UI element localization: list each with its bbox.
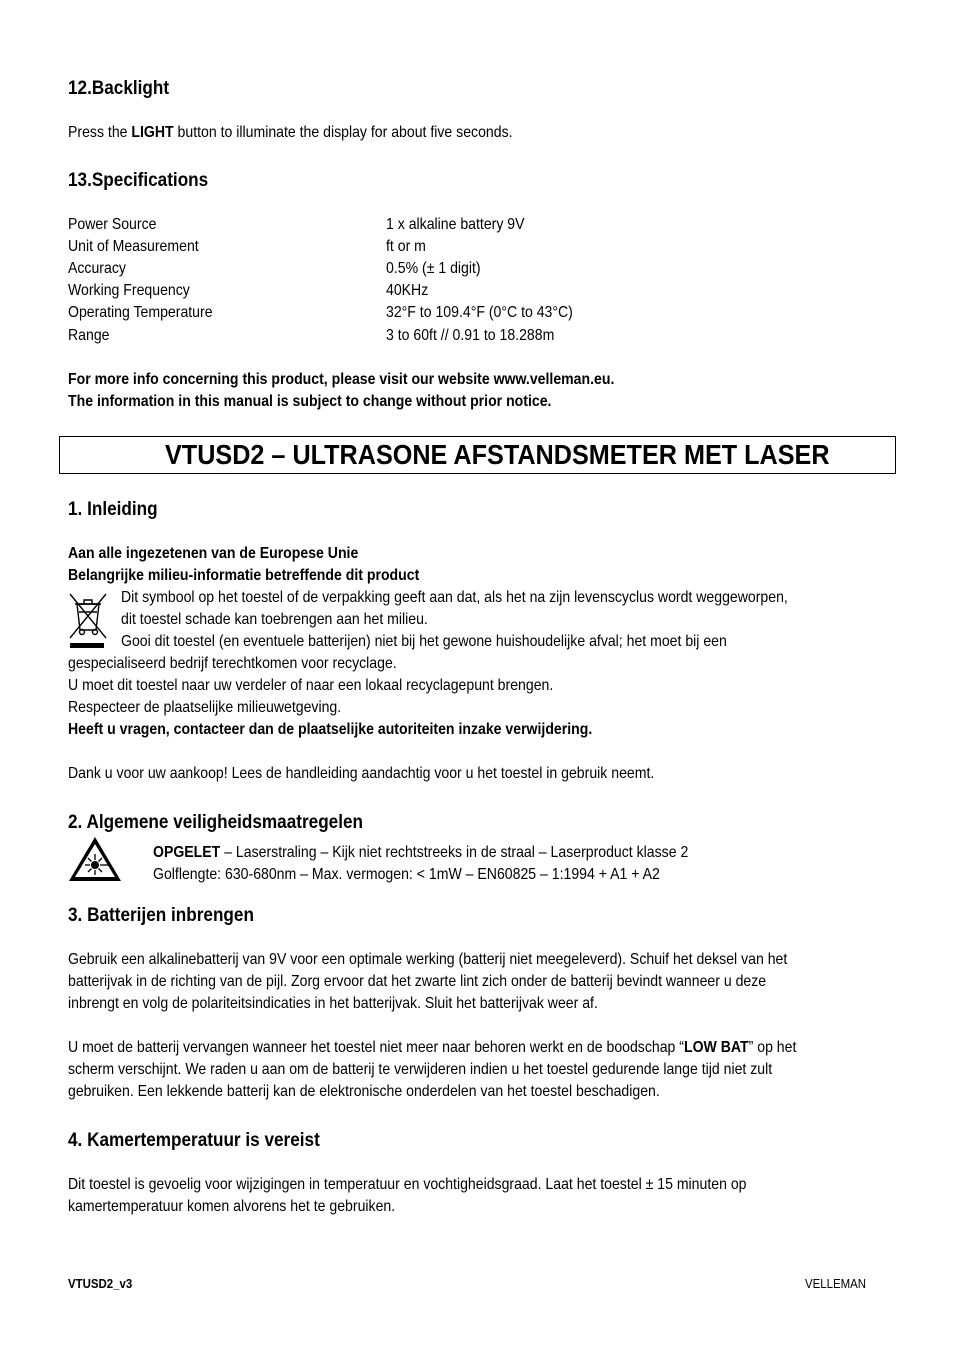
footer-model: VTUSD2_v3 xyxy=(68,1276,133,1291)
spec-value: 1 x alkaline battery 9V xyxy=(386,216,525,233)
spec-row xyxy=(68,258,868,280)
section-heading-kamertemperatuur: 4. Kamertemperatuur is vereist xyxy=(68,1129,320,1151)
footer-brand: VELLEMAN xyxy=(805,1276,867,1291)
battery-text-line xyxy=(68,1037,796,1059)
low-bat-message: LOW BAT xyxy=(683,1039,749,1056)
document-title: VTUSD2 – ULTRASONE AFSTANDSMETER MET LASER xyxy=(165,439,830,470)
spec-value: 40KHz xyxy=(386,282,429,299)
spec-row xyxy=(68,325,868,347)
spec-row xyxy=(68,236,868,258)
spec-value: 3 to 60ft // 0.91 to 18.288m xyxy=(386,327,555,344)
temperature-text-line: Dit toestel is gevoelig voor wijzigingen in temperatuur en vochtigheidsgraad. Laat het toestel ± 15 minuten op xyxy=(68,1176,747,1193)
document-title-box xyxy=(59,436,896,474)
spec-value: 32°F to 109.4°F (0°C to 43°C) xyxy=(386,304,573,321)
spec-label: Power Source xyxy=(68,216,157,233)
change-notice: The information in this manual is subject to change without prior notice. xyxy=(68,393,552,410)
weee-text-line: dit toestel schade kan toebrengen aan het milieu. xyxy=(121,611,428,628)
spec-label: Accuracy xyxy=(68,260,126,277)
spec-label: Unit of Measurement xyxy=(68,238,199,255)
section-heading-inleiding: 1. Inleiding xyxy=(68,498,158,520)
spec-row xyxy=(68,280,868,302)
crossed-out-wheelie-bin-icon xyxy=(67,590,109,650)
battery-text-post: ” op het xyxy=(748,1039,797,1056)
laser-warning-line xyxy=(153,842,688,864)
eu-residents-line: Aan alle ingezetenen van de Europese Unie xyxy=(68,545,359,562)
spec-row xyxy=(68,214,868,236)
section-heading-specifications: 13.Specifications xyxy=(68,169,209,191)
weee-text-line: Gooi dit toestel (en eventuele batterijen) niet bij het gewone huishoudelijke afval; het moet bij een xyxy=(121,633,727,650)
temperature-text-line: kamertemperatuur komen alvorens het te gebruiken. xyxy=(68,1198,396,1215)
recycling-text-line: U moet dit toestel naar uw verdeler of naar een lokaal recyclagepunt brengen. xyxy=(68,677,554,694)
recycling-text-line: gespecialiseerd bedrijf terechtkomen voor recyclage. xyxy=(68,655,397,672)
thanks-line: Dank u voor uw aankoop! Lees de handleiding aandachtig voor u het toestel in gebruik neemt. xyxy=(68,765,655,782)
spec-label: Operating Temperature xyxy=(68,304,213,321)
section-heading-veiligheid: 2. Algemene veiligheidsmaatregelen xyxy=(68,811,364,833)
weee-text-line: Dit symbool op het toestel of de verpakking geeft aan dat, als het na zijn levenscyclus wordt weggeworpen, xyxy=(121,589,788,606)
section-heading-backlight: 12.Backlight xyxy=(68,77,170,99)
battery-text-line: Gebruik een alkalinebatterij van 9V voor een optimale werking (batterij niet meegeleverd). Schuif het deksel van het xyxy=(68,951,788,968)
backlight-text-post: button to illuminate the display for about five seconds. xyxy=(173,124,513,141)
backlight-text-pre: Press the xyxy=(68,124,132,141)
questions-line: Heeft u vragen, contacteer dan de plaatselijke autoriteiten inzake verwijdering. xyxy=(68,721,593,738)
warning-text: – Laserstraling – Kijk niet rechtstreeks in de straal – Laserproduct klasse 2 xyxy=(220,844,689,861)
section-heading-batterijen: 3. Batterijen inbrengen xyxy=(68,904,254,926)
battery-text-line: gebruiken. Een lekkende batterij kan de elektronische onderdelen van het toestel beschadigen. xyxy=(68,1083,660,1100)
spec-row xyxy=(68,302,868,324)
environmental-info-line: Belangrijke milieu-informatie betreffende dit product xyxy=(68,567,420,584)
spec-label: Range xyxy=(68,327,110,344)
battery-text-line: inbrengt en volg de polariteitsindicaties in het batterijvak. Sluit het batterijvak weer af. xyxy=(68,995,598,1012)
website-note: For more info concerning this product, please visit our website www.velleman.eu. xyxy=(68,371,615,388)
battery-text-pre: U moet de batterij vervangen wanneer het toestel niet meer naar behoren werkt en de boodschap “ xyxy=(68,1039,684,1056)
spec-value: ft or m xyxy=(386,238,426,255)
battery-text-line: batterijvak in de richting van de pijl. Zorg ervoor dat het zwarte lint zich onder de batterij bevindt wanneer u deze xyxy=(68,973,767,990)
laser-warning-triangle-icon xyxy=(67,835,123,883)
battery-text-line: scherm verschijnt. We raden u aan om de batterij te verwijderen indien u het toestel gedurende lange tijd niet zult xyxy=(68,1061,773,1078)
laser-spec-line: Golflengte: 630-680nm – Max. vermogen: < 1mW – EN60825 – 1:1994 + A1 + A2 xyxy=(153,866,660,883)
recycling-text-line: Respecteer de plaatselijke milieuwetgeving. xyxy=(68,699,342,716)
backlight-text xyxy=(68,122,513,144)
light-button-name: LIGHT xyxy=(131,124,174,141)
spec-label: Working Frequency xyxy=(68,282,190,299)
warning-label: OPGELET xyxy=(153,844,221,861)
spec-value: 0.5% (± 1 digit) xyxy=(386,260,481,277)
